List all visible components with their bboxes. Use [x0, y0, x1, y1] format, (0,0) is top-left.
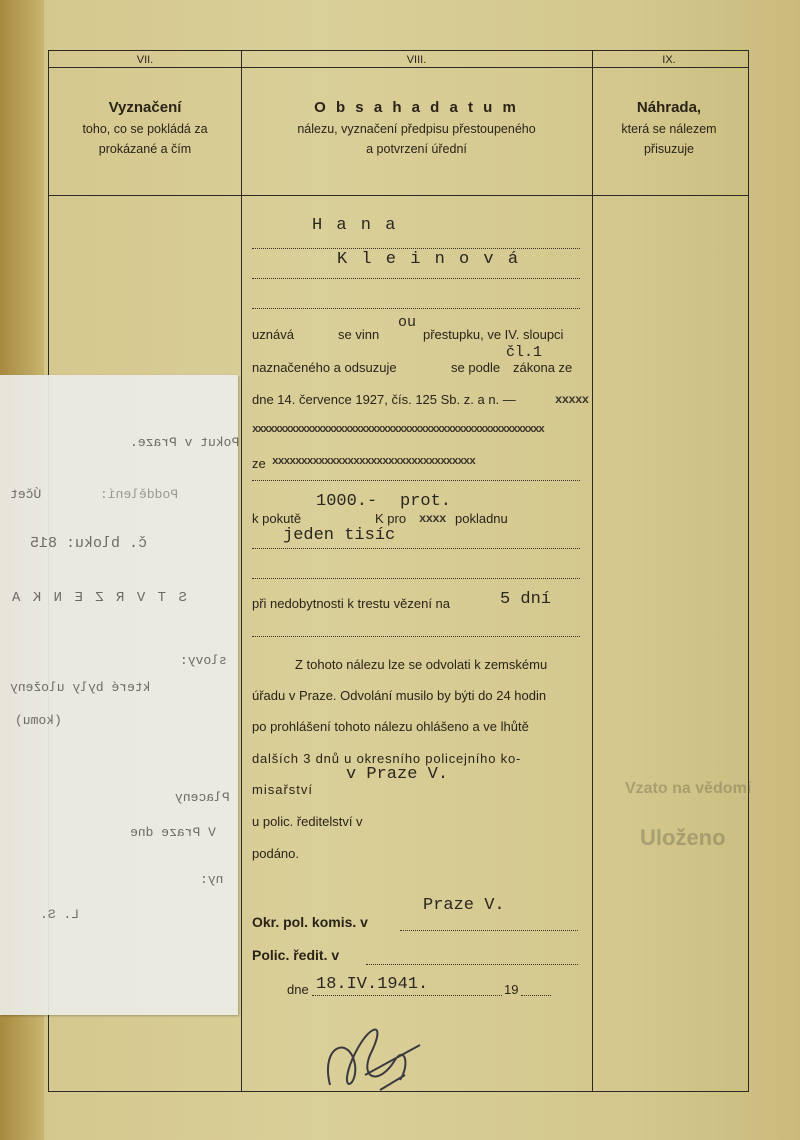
column-vii-title: Vyznačení: [108, 99, 182, 116]
appeal-line-5: misařství: [252, 782, 313, 797]
dotted-line: [252, 636, 580, 637]
typed-amount: 1000.-: [316, 492, 378, 511]
receipt-line-12: L. S.: [40, 907, 80, 922]
column-ix-sub1: která se nálezem: [621, 122, 717, 136]
receipt-slip: [0, 375, 238, 1015]
typed-praze-v: Praze V.: [423, 896, 505, 915]
receipt-line-11: ny:: [200, 872, 224, 887]
receipt-line-3: Poddělení:: [100, 487, 179, 502]
text-pokladnu: pokladnu: [455, 511, 508, 526]
column-ix-sub2: přisuzuje: [643, 142, 695, 156]
column-vii-sub2: prokázané a čím: [98, 142, 192, 156]
receipt-line-10: V Praze dne: [130, 825, 216, 840]
column-viii-title: O b s a h a d a t u m: [314, 99, 519, 116]
typed-cl1: čl.1: [506, 344, 543, 361]
dotted-line: [521, 995, 551, 996]
typed-v-praze-v: v Praze V.: [346, 765, 449, 784]
column-vii-header: [49, 97, 241, 159]
header-bottom-line: [49, 195, 748, 196]
column-vii-number: VII.: [136, 54, 154, 66]
column-divider-2: [592, 51, 593, 1091]
receipt-line-8: (komu): [15, 713, 62, 728]
receipt-line-5: S T V R Z E N K A: [10, 590, 187, 606]
polic-label: Polic. ředit. v: [252, 947, 340, 963]
column-ix-header: [592, 97, 746, 159]
text-date-law: dne 14. července 1927, čís. 125 Sb. z. a n. —: [252, 392, 516, 407]
typed-prot: prot.: [400, 492, 452, 511]
receipt-line-6: slovy:: [180, 653, 227, 668]
appeal-line-1: Z tohoto nálezu lze se odvolati k zemskému: [295, 657, 548, 672]
appeal-line-7: podáno.: [252, 846, 299, 861]
header-number-line: [49, 67, 748, 68]
crossed-text-1: xxxxx: [555, 393, 589, 407]
crossed-text-4: xxxx: [419, 512, 446, 526]
column-viii-sub1: nálezu, vyznačení předpisu přestoupeného: [297, 122, 536, 136]
text-se-vinn: se vinn: [338, 327, 380, 342]
text-naznaceneho: naznačeného a odsuzuje: [252, 360, 397, 375]
column-viii-number: VIII.: [406, 54, 427, 66]
appeal-line-6: u polic. ředitelství v: [252, 814, 363, 829]
typed-amount-words: jeden tisíc: [283, 526, 396, 545]
name-first: H a n a: [312, 216, 398, 235]
faint-stamp-line2: Uloženo: [640, 825, 726, 850]
crossed-text-3: xxxxxxxxxxxxxxxxxxxxxxxxxxxxxxxxxxx: [272, 456, 476, 468]
date-label: dne: [287, 982, 309, 997]
column-ix-title: Náhrada,: [636, 99, 702, 116]
typed-date: 18.IV.1941.: [316, 975, 429, 994]
dotted-line: [312, 995, 502, 996]
receipt-line-2: Účet: [10, 487, 42, 502]
text-prestupku: přestupku, ve IV. sloupci: [423, 327, 564, 342]
typed-5-dni: 5 dní: [500, 590, 552, 609]
dotted-line: [252, 480, 580, 481]
receipt-line-7: které byly uloženy: [10, 680, 151, 695]
dotted-line: [400, 930, 578, 931]
appeal-line-3: po prohlášení tohoto nálezu ohlášeno a ve lhůtě: [252, 719, 529, 734]
dotted-line: [252, 578, 580, 579]
receipt-line-4: č. bloku: 815: [30, 535, 148, 552]
column-viii-sub2: a potvrzení úřední: [366, 142, 467, 156]
column-ix-number: IX.: [662, 54, 676, 66]
receipt-line-9: Placeny: [175, 790, 230, 805]
signature: [310, 1005, 430, 1105]
dotted-line: [252, 278, 580, 279]
text-zakona-ze: zákona ze: [513, 360, 573, 375]
dotted-line: [252, 548, 580, 549]
receipt-line-1: Pokut v Praze.: [130, 435, 240, 450]
typed-ou: ou: [398, 314, 417, 331]
text-uznava: uznává: [252, 327, 294, 342]
dotted-line: [252, 248, 580, 249]
text-ze: ze: [252, 456, 266, 471]
text-nedobytnosti: při nedobytnosti k trestu vězení na: [252, 596, 451, 611]
appeal-line-2: úřadu v Praze. Odvolání musilo by býti do 24 hodin: [252, 688, 547, 703]
year-suffix: 19: [504, 982, 519, 997]
appeal-line-4: dalších 3 dnů u okresního policejního ko-: [252, 751, 522, 766]
column-divider-1: [241, 51, 242, 1091]
name-last: K l e i n o v á: [337, 250, 521, 269]
dotted-line: [252, 308, 580, 309]
text-k-pro: K pro: [375, 511, 407, 526]
text-se-podle: se podle: [451, 360, 501, 375]
column-vii-sub1: toho, co se pokládá za: [82, 122, 208, 136]
text-k-pokute: k pokutě: [252, 511, 302, 526]
okr-label: Okr. pol. komis. v: [252, 914, 368, 930]
faint-stamp-line1: Vzato na vědomí: [625, 780, 752, 797]
crossed-text-2: xxxxxxxxxxxxxxxxxxxxxxxxxxxxxxxxxxxxxxxxxxxxxxxxxxxxxx: [252, 424, 544, 436]
dotted-line: [366, 964, 578, 965]
column-viii-header: [241, 97, 592, 159]
